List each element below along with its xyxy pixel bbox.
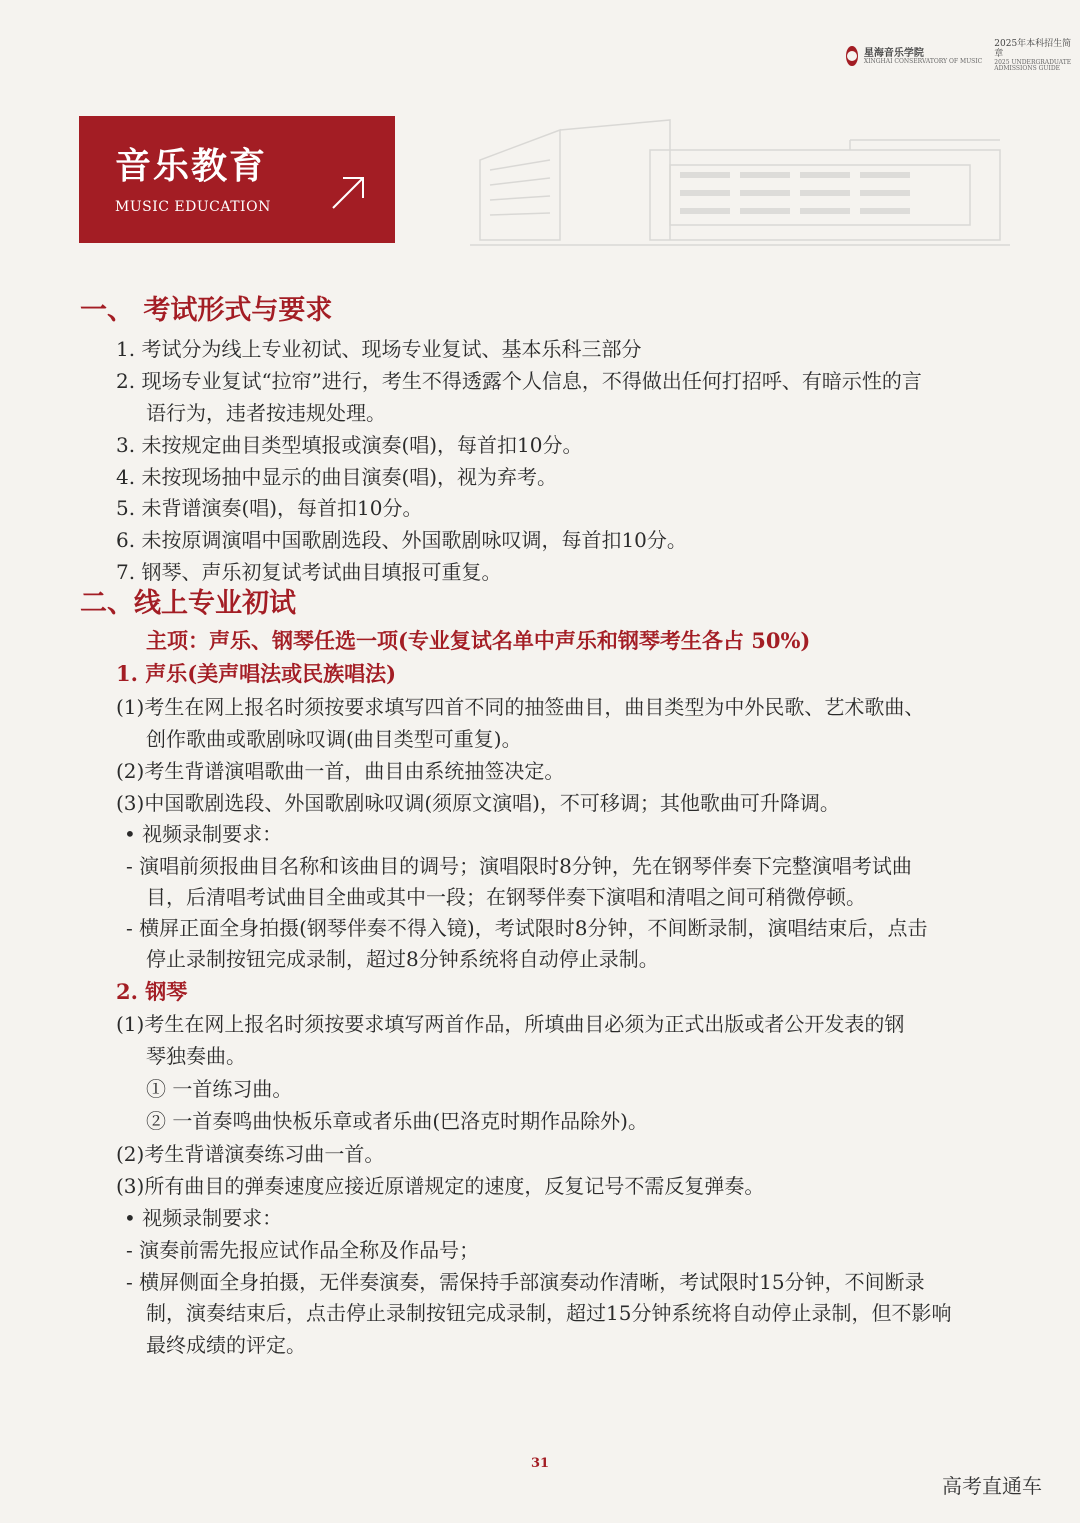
school-logo-icon (846, 46, 858, 66)
paragraph-line: 语行为，违者按违规处理。 (146, 401, 386, 425)
paragraph-line: 目，后清唱考试曲目全曲或其中一段；在钢琴伴奏下演唱和清唱之间可稍微停顿。 (146, 885, 866, 909)
guide-title: 2025年本科招生简章 (994, 39, 1072, 59)
school-name-block (864, 48, 982, 66)
paragraph-line: 最终成绩的评定。 (146, 1333, 306, 1357)
section-heading: 1. 声乐(美声唱法或民族唱法) (116, 661, 397, 686)
building-illustration (470, 110, 1010, 260)
paragraph-line: 创作歌曲或歌剧咏叹调(曲目类型可重复)。 (146, 727, 522, 751)
banner-subtitle: MUSIC EDUCATION (115, 199, 271, 215)
paragraph-line: • 视频录制要求： (124, 1206, 283, 1230)
section-heading: 一、 考试形式与要求 (80, 295, 333, 326)
paragraph-line: 4. 未按现场抽中显示的曲目演奏(唱)，视为弃考。 (116, 465, 558, 489)
paragraph-line: - 演唱前须报曲目名称和该曲目的调号；演唱限时8分钟，先在钢琴伴奏下完整演唱考试曲 (126, 854, 912, 878)
paragraph-line: 琴独奏曲。 (146, 1044, 246, 1068)
paragraph-line: (1)考生在网上报名时须按要求填写四首不同的抽签曲目，曲目类型为中外民歌、艺术歌曲、 (116, 695, 925, 719)
watermark: 高考直通车 (942, 1474, 1042, 1498)
paragraph-line: (2)考生背谱演唱歌曲一首，曲目由系统抽签决定。 (116, 759, 565, 783)
paragraph-line: 制，演奏结束后，点击停止录制按钮完成录制，超过15分钟系统将自动停止录制，但不影响 (146, 1301, 952, 1325)
arrow-up-right-icon (331, 176, 365, 210)
school-subtitle: XINGHAI CONSERVATORY OF MUSIC (863, 57, 983, 65)
paragraph-line: (3)所有曲目的弹奏速度应接近原谱规定的速度，反复记号不需反复弹奏。 (116, 1174, 765, 1198)
paragraph-line: ② 一首奏鸣曲快板乐章或者乐曲(巴洛克时期作品除外)。 (146, 1109, 648, 1133)
guide-title-block (994, 40, 1080, 73)
paragraph-line: - 演奏前需先报应试作品全称及作品号； (126, 1238, 480, 1262)
section-heading: 主项：声乐、钢琴任选一项(专业复试名单中声乐和钢琴考生各占 50%) (146, 628, 811, 653)
paragraph-line: (3)中国歌剧选段、外国歌剧咏叹调(须原文演唱)，不可移调；其他歌曲可升降调。 (116, 791, 840, 815)
paragraph-line: 1. 考试分为线上专业初试、现场专业复试、基本乐科三部分 (116, 337, 642, 361)
guide-subtitle: 2025 UNDERGRADUATE ADMISSIONS GUIDE (994, 58, 1072, 73)
school-name: 星海音乐学院 (863, 47, 924, 59)
paragraph-line: 7. 钢琴、声乐初复试考试曲目填报可重复。 (116, 560, 502, 584)
section-banner (79, 116, 395, 243)
paragraph-line: - 横屏正面全身拍摄(钢琴伴奏不得入镜)，考试限时8分钟，不间断录制，演唱结束后，点击 (126, 916, 928, 940)
section-heading: 2. 钢琴 (116, 979, 188, 1004)
paragraph-line: - 横屏侧面全身拍摄，无伴奏演奏，需保持手部演奏动作清晰，考试限时15分钟，不间断录 (126, 1270, 925, 1294)
page-number: 31 (530, 1456, 550, 1471)
paragraph-line: 6. 未按原调演唱中国歌剧选段、外国歌剧咏叹调，每首扣10分。 (116, 528, 687, 552)
paragraph-line: 3. 未按规定曲目类型填报或演奏(唱)，每首扣10分。 (116, 433, 583, 457)
paragraph-line: ① 一首练习曲。 (146, 1077, 293, 1101)
section-heading: 二、线上专业初试 (80, 588, 296, 619)
header-bar (846, 40, 1080, 73)
banner-title: 音乐教育 (115, 145, 268, 187)
paragraph-line: 2. 现场专业复试“拉帘”进行，考生不得透露个人信息，不得做出任何打招呼、有暗示性的言 (116, 369, 922, 393)
paragraph-line: • 视频录制要求： (124, 822, 283, 846)
paragraph-line: (2)考生背谱演奏练习曲一首。 (116, 1142, 385, 1166)
paragraph-line: 停止录制按钮完成录制，超过8分钟系统将自动停止录制。 (146, 947, 659, 971)
paragraph-line: 5. 未背谱演奏(唱)，每首扣10分。 (116, 496, 423, 520)
paragraph-line: (1)考生在网上报名时须按要求填写两首作品，所填曲目必须为正式出版或者公开发表的钢 (116, 1012, 905, 1036)
